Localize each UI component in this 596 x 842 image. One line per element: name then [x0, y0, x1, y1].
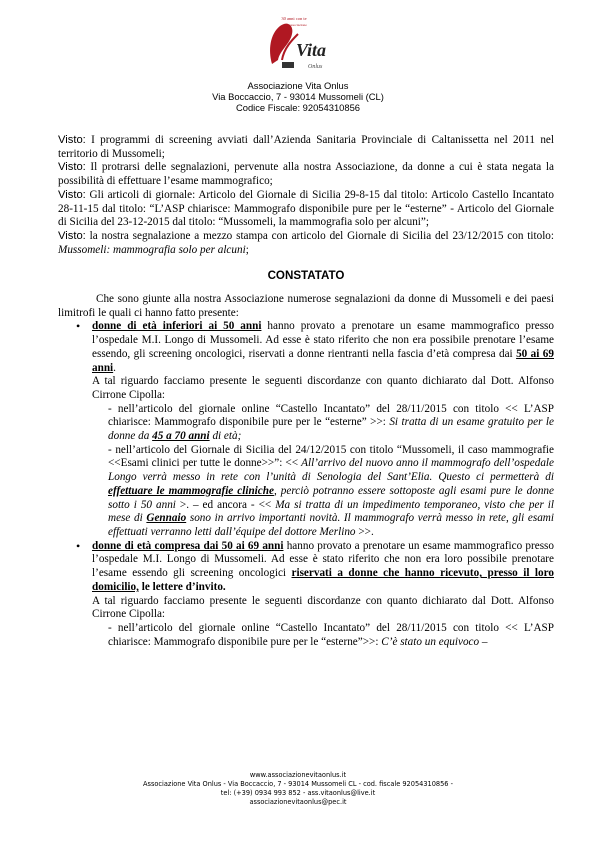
- discordance-paragraph: A tal riguardo facciamo presente le seguenti discordanze con quanto dichiarato dal Dott. Alfonso Cirrone Cipolla:: [92, 375, 554, 401]
- quote-paragraph: [58, 403, 554, 444]
- visto-paragraph: [58, 134, 554, 161]
- quote-italic: All’arrivo del nuovo anno il mammografo dell’ospedale Longo verrà messo in rete con l’unità di Senologia del Sant’Elia. Questo ci permetterà di: [108, 457, 554, 484]
- quote-italic: Si tratta di un esame gratuito per le donne da: [108, 416, 554, 443]
- quote-text: - nell’articolo del Giornale di Sicilia del 24/12/2015 con titolo “Mussomeli, il caso mammografie <<Esami clinici per tutte le donne>>”: <<: [108, 443, 554, 470]
- underlined-text: effettuare le mammografie cliniche: [108, 484, 274, 497]
- page-footer: [0, 771, 596, 807]
- svg-text:associazione: associazione: [289, 23, 307, 27]
- intro-paragraph: Che sono giunte alla nostra Associazione numerose segnalazioni da donne di Mussomeli e dei paesi limitrofi le quali ci hanno fatto presente:: [58, 293, 554, 319]
- underlined-text: 50 ai 69 anni: [92, 347, 554, 374]
- bullet-icon: •: [76, 538, 81, 553]
- quote-italic: C’è stato un equivoco –: [381, 635, 488, 648]
- visto-paragraph: [58, 230, 554, 257]
- footer-pec: associazionevitaonlus@pec.it: [249, 798, 347, 806]
- underlined-text: donne di età inferiori ai 50 anni: [92, 320, 262, 333]
- section-heading: CONSTATATO: [267, 269, 345, 283]
- bullet-item: [58, 540, 554, 595]
- quote-text: >. – ed ancora - <<: [175, 498, 276, 511]
- visto-label: Visto:: [58, 188, 86, 201]
- svg-text:Onlus: Onlus: [308, 64, 323, 70]
- visto-text: Gli articoli di giornale: Articolo del Giornale di Sicilia 29-8-15 dal titolo: Articolo Castello Incantato 28-11-15 dal titolo: “L’ASP chiarisce: Mammografo disponibile pure per le “esterne” - Articolo del Giornale di Sicilia del 23-12-2015 dal titolo: “Mussomeli, la mammografia solo per alcuni”;: [58, 188, 554, 229]
- fiscal-code: Codice Fiscale: 92054310856: [235, 102, 361, 113]
- underlined-text: 45 a 70 anni: [152, 430, 210, 443]
- bullet-icon: •: [76, 319, 81, 334]
- bullet-text: hanno provato a prenotare un esame mammografico presso l’ospedale M.I. Longo di Mussomeli. Ad esse è stato riferito che non era loro possibile prenotare l’esame essendo gli screening oncologici: [92, 539, 554, 580]
- association-name: Associazione Vita Onlus: [247, 80, 349, 91]
- quote-italic: Ma si tratta di un impedimento temporaneo, visto che per il mese di: [108, 498, 554, 525]
- svg-text:30 anni con te: 30 anni con te: [281, 16, 307, 21]
- quote-text: - nell’articolo del giornale online “Castello Incantato” del 28/11/2015 con titolo << L’ASP chiarisce: Mammografo disponibile pure per le “esterne” >>:: [108, 402, 554, 429]
- quote-italic: , perciò potranno essere sottoposte agli esami pure le donne sotto i 50 anni: [108, 484, 554, 511]
- quote-text: >>.: [355, 525, 374, 538]
- document-body: [58, 134, 554, 649]
- bullet-item: [58, 320, 554, 375]
- visto-paragraph: [58, 161, 554, 188]
- footer-website: www.associazionevitaonlus.it: [249, 771, 347, 779]
- bullet-text: .: [113, 361, 116, 374]
- visto-text: I programmi di screening avviati dall’Azienda Sanitaria Provinciale di Caltanissetta nel 2011 nel territorio di Mussomeli;: [58, 134, 554, 160]
- bullet-text: hanno provato a prenotare un esame mammografico presso l’ospedale M.I. Longo di Mussomeli. Ad esse è stato riferito che non era possibile prenotare l’esame essendo, gli screening oncologici, riservati a donne rientranti nella fascia d’età compresa dai: [92, 320, 554, 360]
- underlined-text: Gennaio: [146, 512, 187, 525]
- letterhead: [0, 80, 596, 113]
- quote-italic: sono in arrivo importanti novità. Il mammografo verrà messo in rete, gli esami effettuati verranno letti dall’équipe del dottore Merlino: [108, 512, 554, 538]
- quote-italic: di età;: [209, 430, 242, 443]
- quote-text: - nell’articolo del giornale online “Castello Incantato” del 28/11/2015 con titolo << L’ASP chiarisce: Mammografo disponibile pure per le “esterne”>>:: [108, 621, 554, 648]
- visto-label: Visto:: [58, 161, 86, 174]
- visto-end: ;: [245, 243, 249, 256]
- visto-text: la nostra segnalazione a mezzo stampa con articolo del Giornale di Sicilia del 23/12/2015 con titolo:: [85, 229, 554, 242]
- bold-text: le lettere d’invito.: [138, 580, 226, 593]
- article-title: Mussomeli: mammografia solo per alcuni: [58, 243, 246, 256]
- association-logo: [258, 10, 330, 74]
- quote-paragraph: [58, 622, 554, 649]
- footer-address: Associazione Vita Onlus - Via Boccaccio, 7 - 93014 Mussomeli CL - cod. fiscale 92054310856 -: [143, 780, 453, 788]
- visto-text: Il protrarsi delle segnalazioni, pervenute alla nostra Associazione, da donne a cui è stata negata la possibilità di effettuare l’esame mammografico;: [58, 161, 554, 188]
- discordance-paragraph: A tal riguardo facciamo presente le seguenti discordanze con quanto dichiarato dal Dott. Alfonso Cirrone Cipolla:: [92, 594, 554, 621]
- footer-contacts: tel: (+39) 0934 993 852 - ass.vitaonlus@live.it: [220, 789, 376, 797]
- association-address: Via Boccaccio, 7 - 93014 Mussomeli (CL): [212, 91, 384, 102]
- underlined-text: riservati a donne che hanno ricevuto, presso il loro domicilio,: [92, 567, 554, 593]
- visto-paragraph: [58, 189, 554, 230]
- underlined-text: donne di età compresa dai 50 ai 69 anni: [92, 539, 284, 552]
- visto-label: Visto:: [58, 229, 86, 242]
- quote-paragraph: [58, 444, 554, 540]
- visto-label: Visto:: [58, 134, 86, 146]
- svg-text:Vita: Vita: [296, 40, 327, 60]
